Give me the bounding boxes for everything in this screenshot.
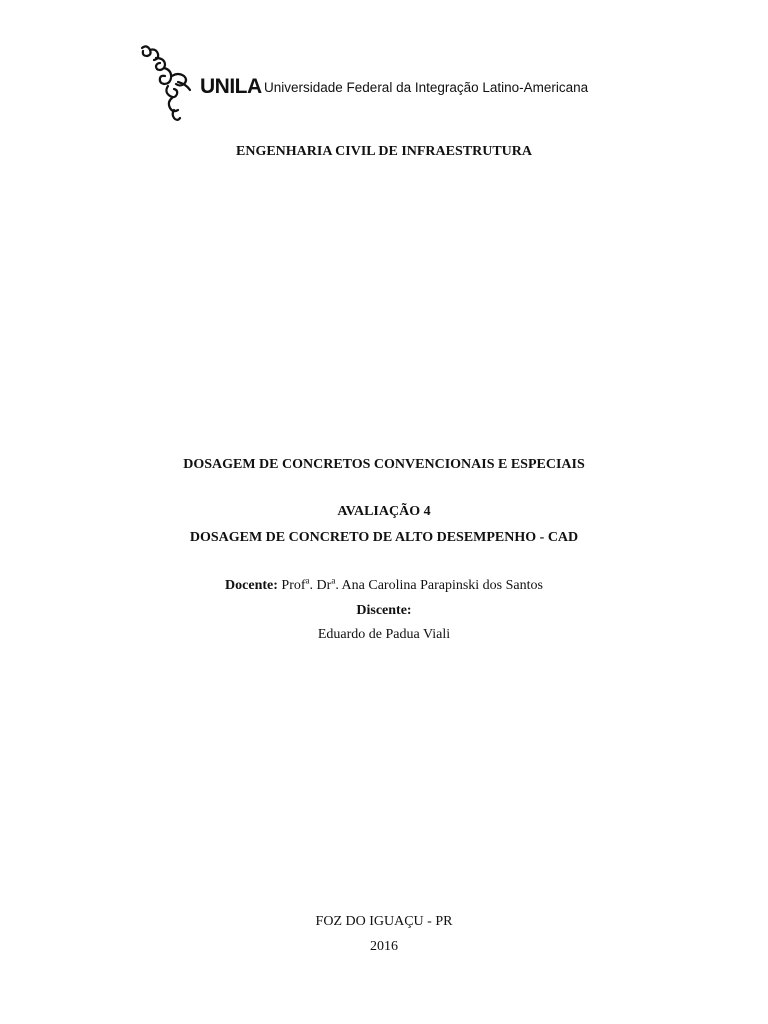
docente-name: . Ana Carolina Parapinski dos Santos xyxy=(335,578,543,593)
docente-line xyxy=(0,577,768,595)
footer-year: 2016 xyxy=(370,939,398,954)
university-logo xyxy=(136,42,636,122)
institution-name: Universidade Federal da Integração Latino-Americana xyxy=(264,80,589,95)
course-title: ENGENHARIA CIVIL DE INFRAESTRUTURA xyxy=(236,144,532,159)
assessment-title: DOSAGEM DE CONCRETO DE ALTO DESEMPENHO - CAD xyxy=(189,530,579,545)
docente-dr-sup: a xyxy=(331,575,336,586)
logo-wordmark: UNILA xyxy=(200,75,262,98)
discente-label: Discente: xyxy=(356,603,412,618)
footer-city: FOZ DO IGUAÇU - PR xyxy=(315,914,453,929)
unila-emblem-icon xyxy=(136,42,200,122)
discente-name: Eduardo de Padua Viali xyxy=(317,627,451,642)
docente-prof: Prof xyxy=(281,578,306,593)
docente-dr: . Dr xyxy=(309,578,332,593)
assessment-label: AVALIAÇÃO 4 xyxy=(337,504,431,519)
docente-label: Docente: xyxy=(225,578,278,593)
docente-prof-sup: a xyxy=(305,575,310,586)
discipline-title: DOSAGEM DE CONCRETOS CONVENCIONAIS E ESPECIAIS xyxy=(183,457,585,472)
